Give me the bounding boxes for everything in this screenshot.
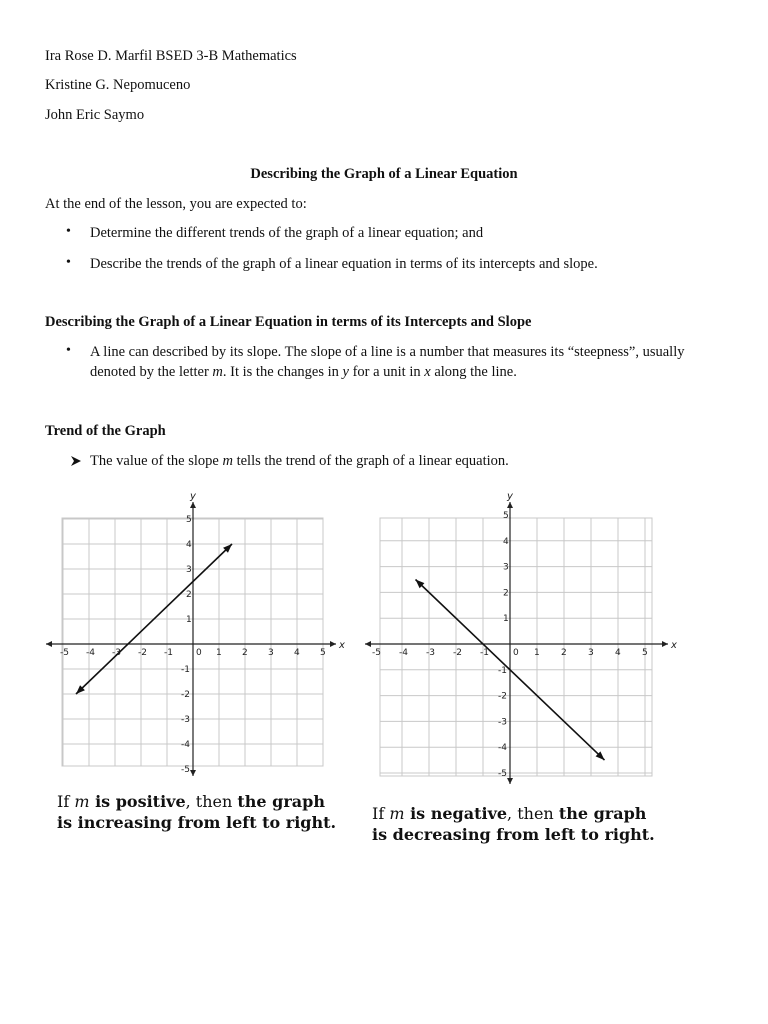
y-axis-arrow-icon <box>190 770 196 776</box>
text-segment: If <box>57 792 75 811</box>
x-tick-label: 3 <box>588 648 594 658</box>
y-tick-label: -1 <box>498 665 507 676</box>
x-axis-arrow-icon <box>330 641 336 647</box>
y-tick-label: -1 <box>181 665 190 675</box>
var-m: m <box>74 792 90 811</box>
text-segment: . It is the changes in <box>222 364 343 380</box>
text-segment: , then <box>185 792 238 811</box>
arrowhead-bullet-icon <box>70 455 82 467</box>
y-tick-label: 1 <box>503 614 509 625</box>
bullet-icon: • <box>66 255 71 270</box>
x-tick-label: -4 <box>86 648 95 658</box>
y-tick-label: 2 <box>186 590 192 600</box>
x-tick-label: -3 <box>112 648 121 658</box>
graph-negative-slope <box>362 488 682 788</box>
grid-border <box>380 518 652 776</box>
x-tick-label: 1 <box>534 648 540 658</box>
x-axis-arrow-icon <box>365 641 371 647</box>
x-tick-label: 4 <box>615 648 621 658</box>
slope-trend-text <box>90 453 509 470</box>
text-segment: is increasing from left to right. <box>57 813 337 832</box>
x-tick-label: -1 <box>164 648 173 658</box>
var-m: m <box>212 364 223 380</box>
y-axis-label: y <box>190 491 196 502</box>
caption-line-1 <box>372 803 655 824</box>
text-segment: the graph <box>237 792 325 811</box>
y-tick-label: 5 <box>186 515 192 525</box>
x-tick-label: 2 <box>561 648 567 658</box>
y-axis-arrow-icon <box>507 502 513 508</box>
y-tick-label: -4 <box>181 740 190 750</box>
var-m: m <box>222 453 233 469</box>
var-y: y <box>342 364 349 380</box>
y-tick-label: 3 <box>186 565 192 575</box>
y-tick-label: -5 <box>498 769 507 779</box>
y-tick-label: 1 <box>186 615 192 625</box>
x-axis-arrow-icon <box>46 641 52 647</box>
caption-line-2 <box>372 824 655 845</box>
text-segment: If <box>372 804 390 823</box>
var-m: m <box>389 804 405 823</box>
text-segment: the graph <box>558 804 647 823</box>
objective-1: Determine the different trends of the graph of a linear equation; and <box>90 225 484 241</box>
caption-line-2 <box>57 812 336 833</box>
x-axis-arrow-icon <box>662 641 668 647</box>
slope-definition-line-2 <box>90 364 517 381</box>
y-tick-label: -3 <box>181 715 190 725</box>
y-axis-arrow-icon <box>507 778 513 784</box>
x-tick-label: -2 <box>138 648 147 658</box>
y-tick-label: -5 <box>181 765 190 775</box>
text-segment: is positive <box>89 792 186 811</box>
y-tick-label: -4 <box>498 743 507 754</box>
y-axis-arrow-icon <box>190 502 196 508</box>
x-tick-label: 3 <box>268 648 274 658</box>
x-tick-label: 1 <box>216 648 222 658</box>
y-axis-label: y <box>507 491 513 502</box>
x-tick-label: -4 <box>399 648 408 658</box>
text-segment: denoted by the letter <box>90 364 213 380</box>
y-tick-label: 4 <box>186 540 192 550</box>
x-tick-label: -3 <box>426 648 435 658</box>
y-tick-label: -2 <box>498 691 507 702</box>
section-heading-trend: Trend of the Graph <box>45 423 166 439</box>
y-tick-label: 2 <box>503 588 509 599</box>
y-tick-label: 5 <box>503 511 509 521</box>
document-title: Describing the Graph of a Linear Equation <box>250 166 518 182</box>
text-segment: for a unit in <box>348 364 425 380</box>
bullet-icon: • <box>66 343 71 358</box>
x-tick-label: 2 <box>242 648 248 658</box>
caption-negative <box>372 803 655 845</box>
text-segment: tells the trend of the graph of a linear equation. <box>232 453 509 469</box>
y-tick-label: -2 <box>181 690 190 700</box>
text-segment: is negative <box>404 804 508 823</box>
x-tick-label: -5 <box>60 648 69 658</box>
y-tick-label: 4 <box>503 536 509 547</box>
author-1: Ira Rose D. Marfil BSED 3-B Mathematics <box>45 48 297 64</box>
text-segment: is decreasing from left to right. <box>372 825 655 844</box>
x-tick-label: -5 <box>372 648 381 658</box>
y-tick-label: 3 <box>503 562 509 573</box>
x-tick-label: 0 <box>196 648 202 658</box>
caption-positive <box>57 791 336 833</box>
author-2: Kristine G. Nepomuceno <box>45 77 191 93</box>
caption-line-1 <box>57 791 336 812</box>
y-tick-label: -3 <box>498 717 507 728</box>
x-tick-label: -2 <box>453 648 462 658</box>
author-3: John Eric Saymo <box>45 107 145 123</box>
x-tick-label: 0 <box>513 648 519 658</box>
intro-text: At the end of the lesson, you are expected to: <box>45 196 307 212</box>
section-heading-intercepts-slope: Describing the Graph of a Linear Equation in terms of its Intercepts and Slope <box>45 314 532 330</box>
x-tick-label: 5 <box>320 648 326 658</box>
objective-2: Describe the trends of the graph of a linear equation in terms of its intercepts and slope. <box>90 256 598 272</box>
text-segment: The value of the slope <box>90 453 223 469</box>
slope-definition-line-1: A line can described by its slope. The slope of a line is a number that measures its “steepness”, usually <box>90 344 685 360</box>
text-segment: along the line. <box>430 364 517 380</box>
x-axis-label: x <box>339 640 345 651</box>
graph-positive-slope <box>40 488 350 788</box>
x-axis-label: x <box>671 640 677 651</box>
text-segment: , then <box>507 804 559 823</box>
x-tick-label: -1 <box>480 648 489 658</box>
bullet-icon: • <box>66 224 71 239</box>
var-x: x <box>424 364 431 380</box>
x-tick-label: 4 <box>294 648 300 658</box>
x-tick-label: 5 <box>642 648 648 658</box>
